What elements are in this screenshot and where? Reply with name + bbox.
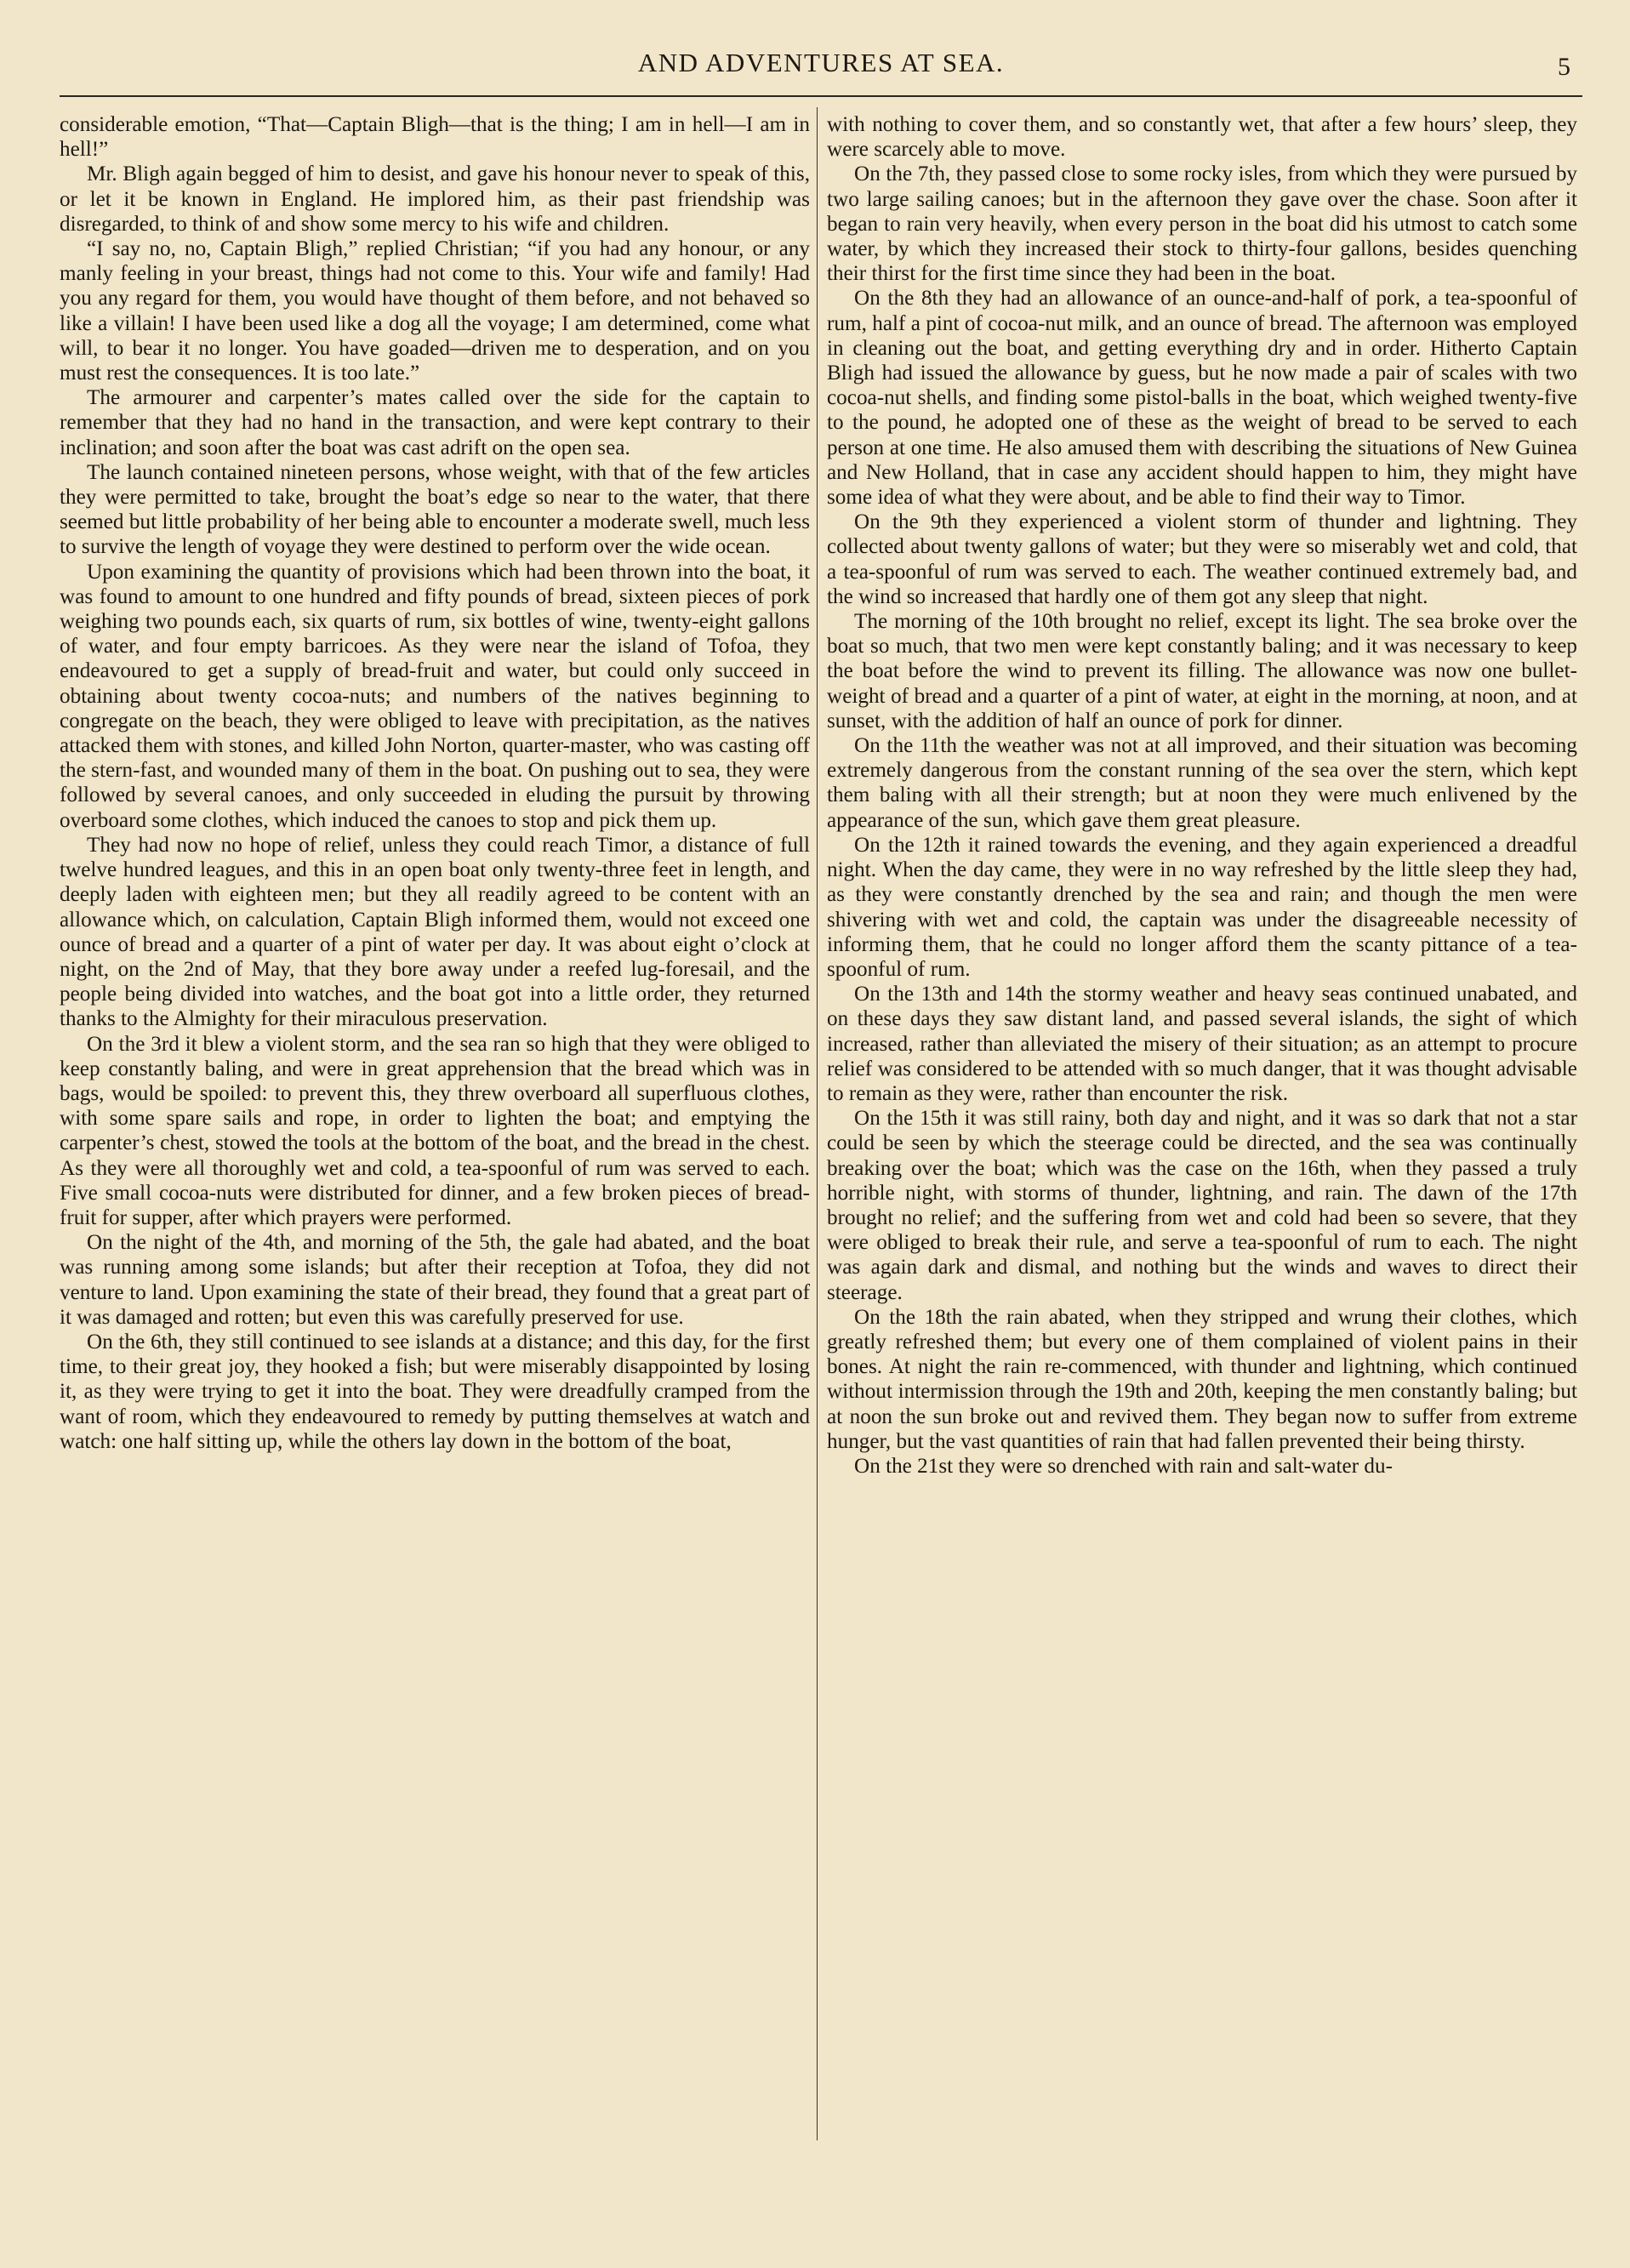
paragraph: The launch contained nineteen persons, whose weight, with that of the few articles they were permitted to take, brought the boat’s edge so near to the water, that there seemed but little probability of her being able to encounter a moderate swell, much less to survive the length of voyage they were destined to perform over the wide ocean. <box>60 460 810 559</box>
paragraph: On the 15th it was still rainy, both day and night, and it was so dark that not a star could be seen by which the steerage could be directed, and the sea was continually breaking over the boat; which was the case on the 16th, when they passed a truly horrible night, with storms of thunder, lightning, and rain. The dawn of the 17th brought no relief; and the suffering from wet and cold had been so severe, that they were obliged to break their rule, and serve a tea-spoonful of rum to each. The night was again dark and dismal, and nothing but the winds and waves to direct their steerage. <box>827 1107 1577 1304</box>
page-header <box>60 44 1582 85</box>
paragraph: Upon examining the quantity of provisions which had been thrown into the boat, it was found to amount to one hundred and fifty pounds of bread, sixteen pieces of pork weighing two pounds each, six quarts of rum, six bottles of wine, twenty-eight gallons of water, and four empty barricoes. As they were near the island of Tofoa, they endeavoured to get a supply of bread-fruit and water, but could only succeed in obtaining about twenty cocoa-nuts; and numbers of the natives beginning to congregate on the beach, they were obliged to leave with precipitation, as the natives attacked them with stones, and killed John Norton, quarter-master, who was casting off the stern-fast, and wounded many of them in the boat. On pushing out to sea, they were followed by several canoes, and only succeeded in eluding the pursuit by throwing overboard some clothes, which induced the canoes to stop and pick them up. <box>60 560 810 832</box>
column-divider <box>817 107 818 2140</box>
left-column <box>60 112 810 2137</box>
header-rule <box>60 95 1582 97</box>
paragraph: considerable emotion, “That—Captain Bligh—that is the thing; I am in hell—I am in hell!” <box>60 113 810 162</box>
paragraph: “I say no, no, Captain Bligh,” replied Christian; “if you had any honour, or any manly feeling in your breast, things had not come to this. Your wife and family! Had you any regard for them, you would have thought of them before, and not behaved so like a villain! I have been used like a dog all the voyage; I am determined, come what will, to bear it no longer. You have goaded—driven me to desperation, and on you must rest the consequences. It is too late.” <box>60 237 810 385</box>
paragraph: Mr. Bligh again begged of him to desist, and gave his honour never to speak of this, or let it be known in England. He implored him, as their past friendship was disregarded, to think of and show some mercy to his wife and children. <box>60 162 810 236</box>
paragraph: On the 13th and 14th the stormy weather and heavy seas continued unabated, and on these days they saw distant land, and passed several islands, the sight of which increased, rather than alleviated the misery of their situation; as an attempt to procure relief was considered to be attended with so much danger, that it was thought advisable to remain as they were, rather than encounter the risk. <box>827 983 1577 1105</box>
paragraph: On the 6th, they still continued to see islands at a distance; and this day, for the first time, to their great joy, they hooked a fish; but were miserably disappointed by losing it, as they were trying to get it into the boat. They were dreadfully cramped from the want of room, which they endeavoured to remedy by putting themselves at watch and watch: one half sitting up, while the others lay down in the bottom of the boat, <box>60 1330 810 1453</box>
paragraph: On the 21st they were so drenched with rain and salt-water du- <box>854 1454 1393 1478</box>
paragraph: On the 8th they had an allowance of an ounce-and-half of pork, a tea-spoonful of rum, half a pint of cocoa-nut milk, and an ounce of bread. The afternoon was employed in cleaning out the boat, and getting everything dry and in order. Hitherto Captain Bligh had issued the allowance by guess, but he now made a pair of scales with two cocoa-nut shells, and finding some pistol-balls in the boat, which weighed twenty-five to the pound, he adopted one of these as the weight of bread to be served to each person at one time. He also amused them with describing the situations of New Guinea and New Holland, that in case any accident should happen to him, they might have some idea of what they were about, and be able to find their way to Timor. <box>827 287 1577 510</box>
paragraph: On the 11th the weather was not at all improved, and their situation was becoming extremely dangerous from the constant running of the sea over the stern, which kept them baling with all their strength; but at noon they were much enlivened by the appearance of the sun, which gave them great pleasure. <box>827 734 1577 832</box>
paragraph: On the 18th the rain abated, when they stripped and wrung their clothes, which greatly refreshed them; but every one of them complained of violent pains in their bones. At night the rain re-commenced, with thunder and lightning, which continued without intermission through the 19th and 20th, keeping the men constantly baling; but at noon the sun broke out and revived them. They began now to suffer from extreme hunger, but the vast quantities of rain that had fallen prevented their being thirsty. <box>827 1305 1577 1453</box>
paragraph: On the 7th, they passed close to some rocky isles, from which they were pursued by two large sailing canoes; but in the afternoon they gave over the chase. Soon after it began to rain very heavily, when every person in the boat did his utmost to catch some water, by which they increased their stock to thirty-four gallons, besides quenching their thirst for the first time since they had been in the boat. <box>827 162 1577 286</box>
page-number: 5 <box>1558 53 1570 81</box>
paragraph: The armourer and carpenter’s mates called over the side for the captain to remember that they had no hand in the transaction, and were kept contrary to their inclination; and soon after the boat was cast adrift on the open sea. <box>60 386 810 459</box>
paragraph: with nothing to cover them, and so constantly wet, that after a few hours’ sleep, they were scarcely able to move. <box>827 113 1577 162</box>
paragraph: On the night of the 4th, and morning of the 5th, the gale had abated, and the boat was running among some islands; but after their reception at Tofoa, they did not venture to land. Upon examining the state of their bread, they found that a great part of it was damaged and rotten; but even this was carefully preserved for use. <box>60 1231 810 1329</box>
right-column <box>827 112 1577 2137</box>
paragraph: On the 3rd it blew a violent storm, and the sea ran so high that they were obliged to keep constantly baling, and were in great apprehension that the bread which was in bags, would be spoiled: to prevent this, they threw overboard all superfluous clothes, with some spare sails and rope, in order to lighten the boat; and emptying the carpenter’s chest, stowed the tools at the bottom of the boat, and the bread in the chest. As they were all thoroughly wet and cold, a tea-spoonful of rum was served to each. Five small cocoa-nuts were distributed for dinner, and a few broken pieces of bread-fruit for supper, after which prayers were performed. <box>60 1032 810 1229</box>
paragraph: On the 9th they experienced a violent storm of thunder and lightning. They collected about twenty gallons of water; but they were so miserably wet and cold, that a tea-spoonful of rum was served to each. The weather continued extremely bad, and the wind so increased that hardly one of them got any sleep that night. <box>827 510 1577 608</box>
paragraph: On the 12th it rained towards the evening, and they again experienced a dreadful night. When the day came, they were in no way refreshed by the little sleep they had, as they were constantly drenched by the sea and rain; and though the men were shivering with wet and cold, the captain was under the disagreeable necessity of informing them, that he could no longer afford them the scanty pittance of a tea-spoonful of rum. <box>827 833 1577 981</box>
paragraph: They had now no hope of relief, unless they could reach Timor, a distance of full twelve hundred leagues, and this in an open boat only twenty-three feet in length, and deeply laden with eighteen men; but they all readily agreed to be content with an allowance which, on calculation, Captain Bligh informed them, would not exceed one ounce of bread and a quarter of a pint of water per day. It was about eight o’clock at night, on the 2nd of May, that they bore away under a reefed lug-foresail, and the people being divided into watches, and the boat got into a little order, they returned thanks to the Almighty for their miraculous preservation. <box>60 833 810 1031</box>
running-title: AND ADVENTURES AT SEA. <box>637 48 1005 77</box>
paragraph: The morning of the 10th brought no relief, except its light. The sea broke over the boat so much, that two men were kept constantly baling; and it was necessary to keep the boat before the wind to prevent its filling. The allowance was now one bullet-weight of bread and a quarter of a pint of water, at eight in the morning, at noon, and at sunset, with the addition of half an ounce of pork for dinner. <box>827 610 1577 732</box>
